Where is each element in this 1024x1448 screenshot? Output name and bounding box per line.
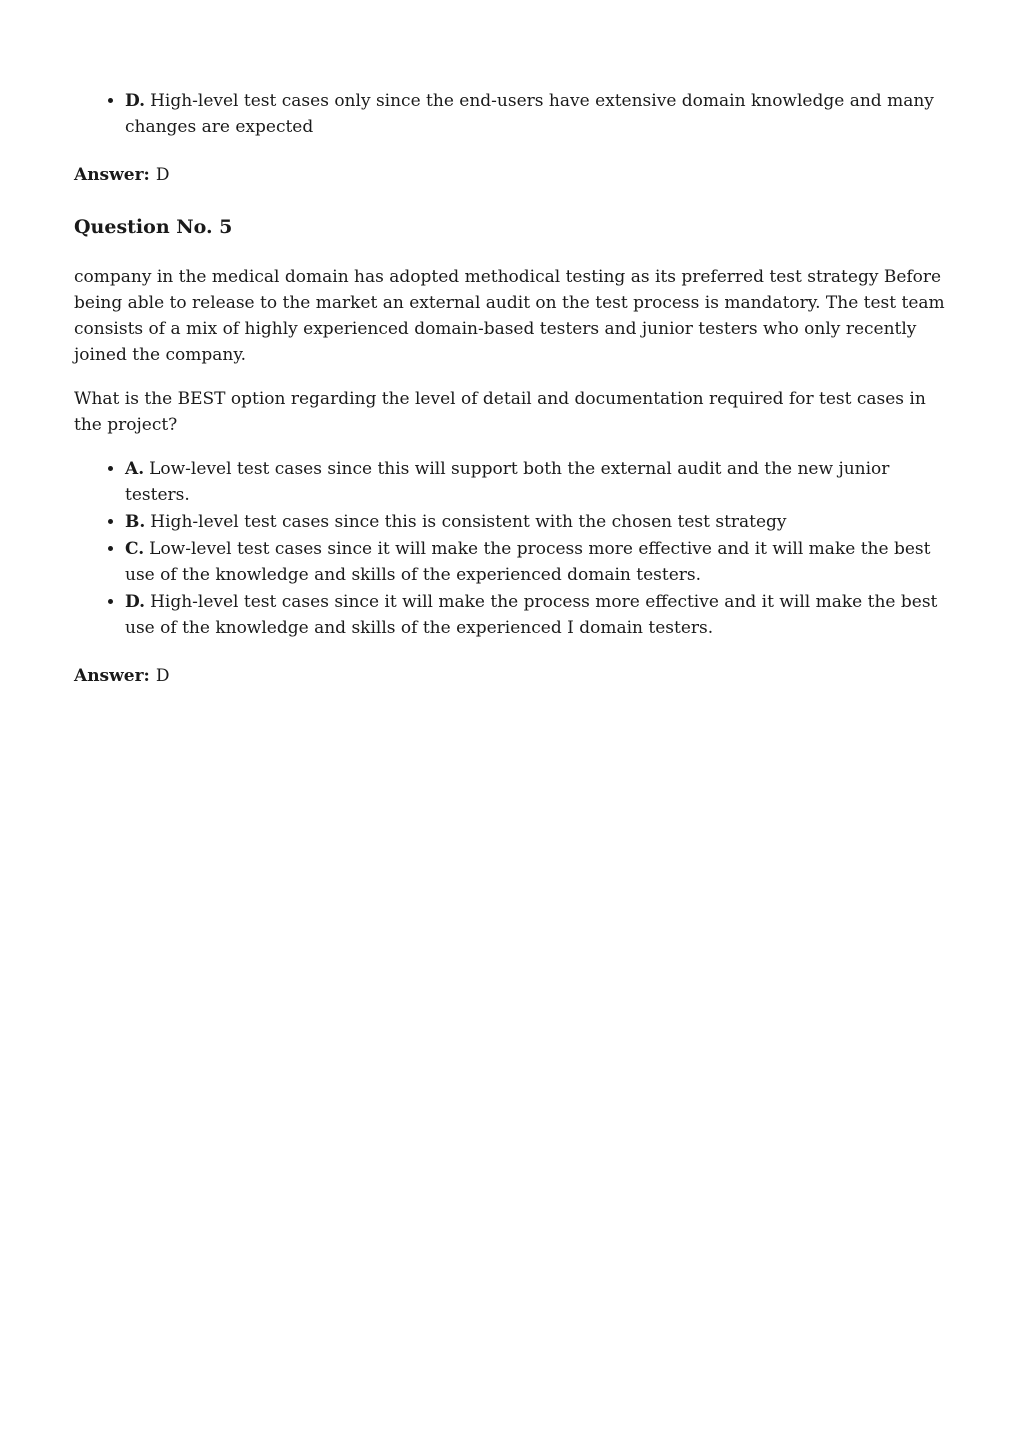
previous-answer-line	[74, 162, 946, 188]
answer-label: Answer:	[74, 165, 150, 185]
option-item-a	[125, 456, 946, 508]
question-paragraph-2: What is the BEST option regarding the level of detail and documentation required for test cases in the project?	[74, 389, 926, 435]
option-item-d-prev	[125, 88, 946, 140]
option-text: Low-level test cases since this will support both the external audit and the new junior testers.	[125, 459, 890, 505]
previous-question-options	[74, 88, 946, 140]
option-item-c	[125, 536, 946, 588]
option-letter: C.	[125, 539, 145, 559]
question-paragraph-1: company in the medical domain has adopted methodical testing as its preferred test strategy Before being able to release to the market an external audit on the test process is mandatory. The test team consists of a mix of highly experienced domain-based testers and junior testers who only recently joined the company.	[74, 267, 945, 365]
option-text: Low-level test cases since it will make the process more effective and it will make the best use of the knowledge and skills of the experienced domain testers.	[125, 539, 931, 585]
option-text: High-level test cases only since the end-users have extensive domain knowledge and many changes are expected	[125, 91, 934, 137]
question-heading: Question No. 5	[74, 216, 233, 238]
option-item-d	[125, 589, 946, 641]
question-options	[74, 456, 946, 641]
option-text: High-level test cases since it will make the process more effective and it will make the best use of the knowledge and skills of the experienced I domain testers.	[125, 592, 938, 638]
option-letter: B.	[125, 512, 146, 532]
option-letter: A.	[125, 459, 145, 479]
answer-label: Answer:	[74, 666, 150, 686]
option-letter: D.	[125, 91, 146, 111]
option-item-b	[125, 509, 946, 535]
option-letter: D.	[125, 592, 146, 612]
option-text: High-level test cases since this is consistent with the chosen test strategy	[150, 512, 787, 532]
question-answer-line	[74, 663, 946, 689]
answer-value: D	[155, 165, 170, 185]
answer-value: D	[155, 666, 170, 686]
